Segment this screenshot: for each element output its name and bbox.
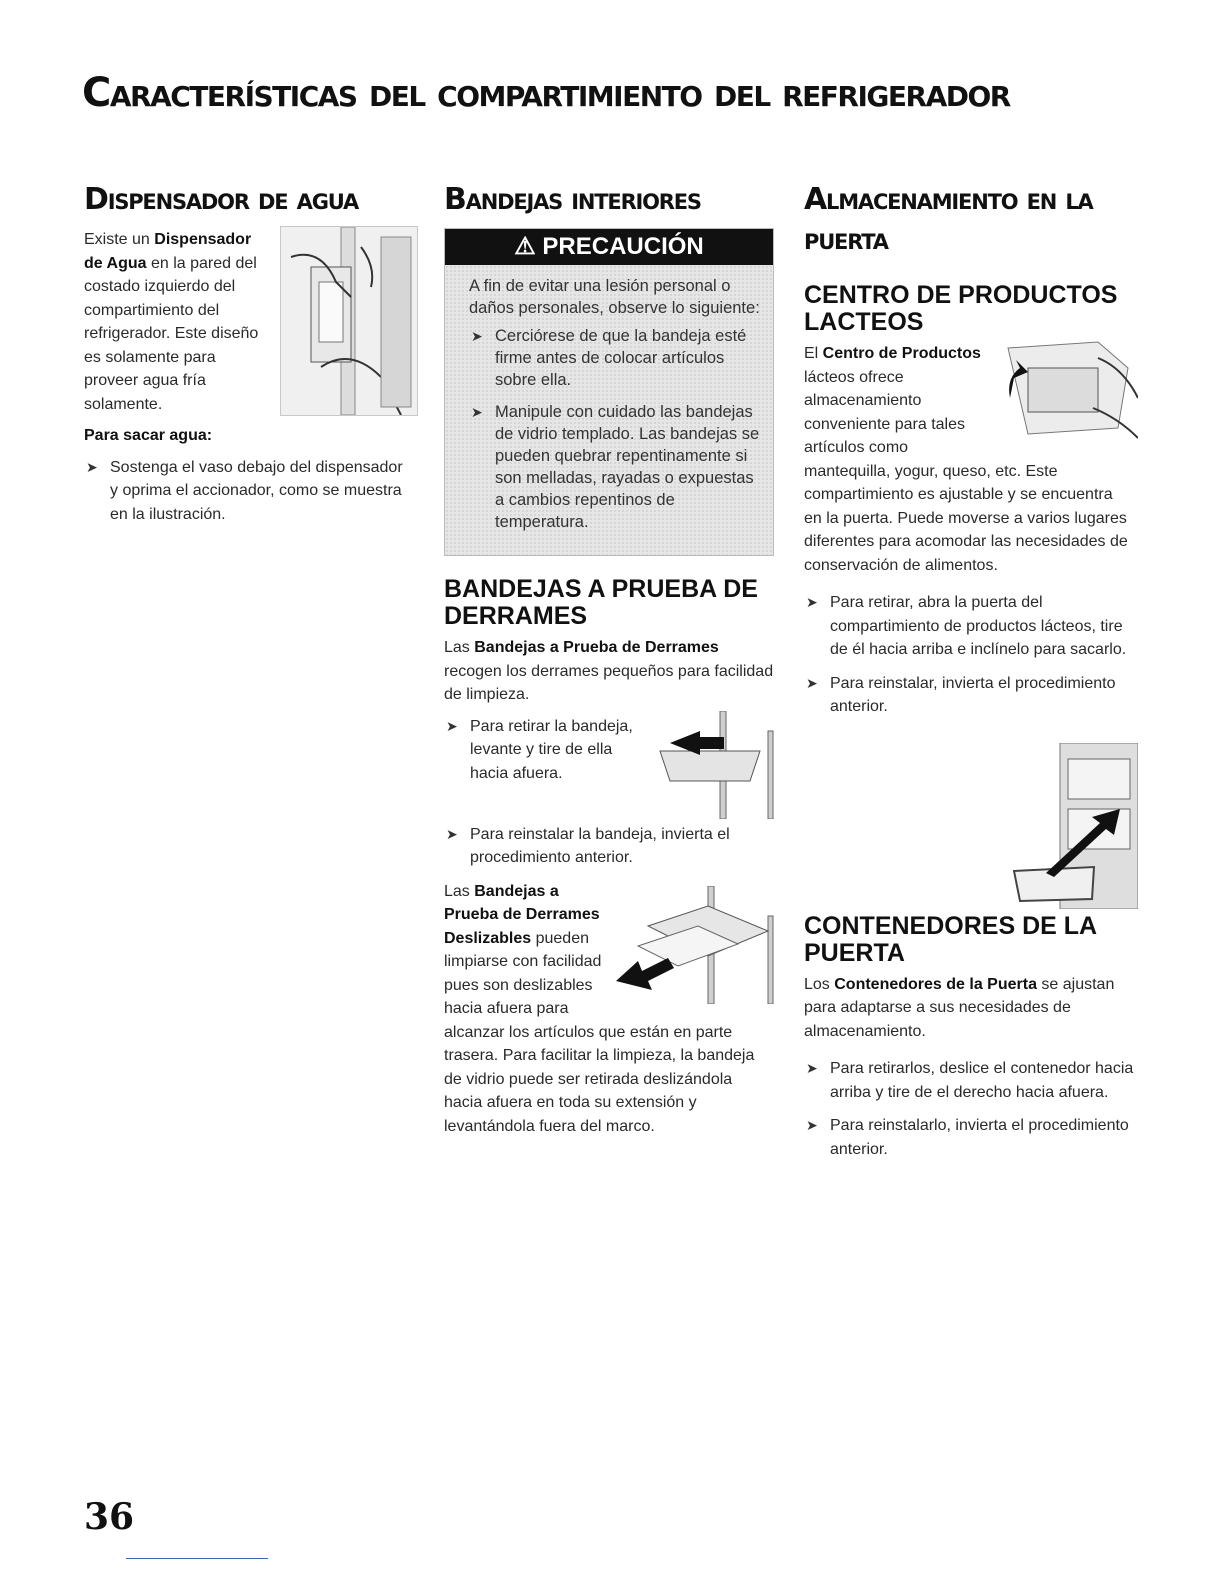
water-dispenser-title: Dispensador de agua [84, 182, 358, 217]
door-storage-section [804, 180, 1134, 1171]
list-item: ➤ Manipule con cuidado las bandejas de vidrio templado. Las bandejas se pueden quebrar repentinamente si son melladas, rayadas o expuestas a cambios repentinos de temperatura. [471, 403, 760, 531]
page-number: 36 [84, 1496, 135, 1538]
warning-icon: ⚠ [514, 233, 543, 260]
dairy-center-steps [804, 591, 1134, 719]
caution-header: ⚠ PRECAUCIÓN [445, 229, 773, 265]
list-item: ➤ Para retirar la bandeja, levante y tire de ella hacia afuera. [444, 715, 774, 786]
door-bins-title: CONTENEDORES DE LA PUERTA [804, 911, 1097, 967]
list-item: ➤ Para retirar, abra la puerta del compartimiento de productos lácteos, tire de él hacia arriba e inclínelo para sacarlo. [804, 591, 1134, 662]
caution-intro: A fin de evitar una lesión personal o daños personales, observe lo siguiente: [469, 277, 760, 317]
arrow-icon: ➤ [806, 1060, 818, 1076]
water-dispenser-intro: Existe un Dispensador de Agua en la pared del costado izquierdo del compartimiento del refrigerador. Este diseño es solamente para proveer agua fría solamente. [84, 231, 259, 413]
interior-shelves-title: Bandejas interiores [444, 182, 701, 217]
spill-shelves-intro: Las Bandejas a Prueba de Derrames recogen los derrames pequeños para facilidad de limpieza. [444, 639, 774, 703]
water-dispenser-subheading: Para sacar agua: [84, 427, 213, 444]
water-dispenser-steps [84, 456, 414, 527]
page-title: Características del compartimiento del refrigerador [82, 70, 1010, 116]
arrow-icon: ➤ [86, 458, 98, 475]
door-storage-title: Almacenamiento en la puerta [804, 182, 1093, 257]
arrow-icon: ➤ [446, 825, 458, 842]
spill-shelves-title: BANDEJAS A PRUEBA DE DERRAMES [444, 575, 758, 630]
arrow-icon: ➤ [471, 328, 483, 344]
list-item: ➤ Cerciórese de que la bandeja esté firme antes de colocar artículos sobre ella. [471, 327, 747, 389]
arrow-icon: ➤ [446, 717, 458, 734]
interior-shelves-section [444, 180, 774, 1138]
dairy-center-illustration [988, 338, 1138, 442]
list-item: ➤ Para retirarlos, deslice el contenedor hacia arriba y tire de el derecho hacia afuera. [804, 1057, 1134, 1104]
arrow-icon: ➤ [806, 1117, 818, 1133]
footer-divider [126, 1558, 268, 1559]
list-item: ➤ Para reinstalarlo, invierta el procedimiento anterior. [804, 1114, 1134, 1161]
caution-list [469, 325, 761, 533]
door-bins-illustration [1010, 743, 1138, 909]
list-item: ➤ Para reinstalar la bandeja, invierta el procedimiento anterior. [444, 823, 774, 870]
sliding-shelves-text: Las Bandejas a Prueba de Derrames Deslizables pueden limpiarse con facilidad pues son deslizables hacia afuera para alcanzar los artículos que están en parte trasera. Para facilitar la limpieza, la bandeja de vidrio puede ser retirada deslizándola hacia afuera en toda su extensión y levantándola fuera del marco. [444, 882, 755, 1135]
sliding-shelf-illustration [608, 886, 778, 1004]
arrow-icon: ➤ [471, 404, 483, 420]
arrow-icon: ➤ [806, 674, 818, 691]
arrow-icon: ➤ [806, 594, 818, 610]
list-item: ➤ Para reinstalar, invierta el procedimiento anterior. [804, 672, 1134, 719]
water-dispenser-illustration [280, 226, 418, 416]
list-item: ➤ Sostenga el vaso debajo del dispensador y oprima el accionador, como se muestra en la ilustración. [84, 456, 414, 527]
water-dispenser-section [84, 180, 414, 536]
door-bins-intro: Los Contenedores de la Puerta se ajustan para adaptarse a sus necesidades de almacenamiento. [804, 975, 1115, 1040]
dairy-center-intro: El Centro de Productos lácteos ofrece almacenamiento conveniente para tales artículos como mantequilla, yogur, queso, etc. Este compartimiento es ajustable y se encuentra en la puerta. Puede moverse a varios lugares diferentes para acomodar las necesidades de conservación de alimentos. [804, 345, 1128, 574]
caution-box [444, 228, 774, 556]
door-bins-steps [804, 1051, 1134, 1161]
dairy-center-title: CENTRO DE PRODUCTOS LACTEOS [804, 281, 1118, 336]
